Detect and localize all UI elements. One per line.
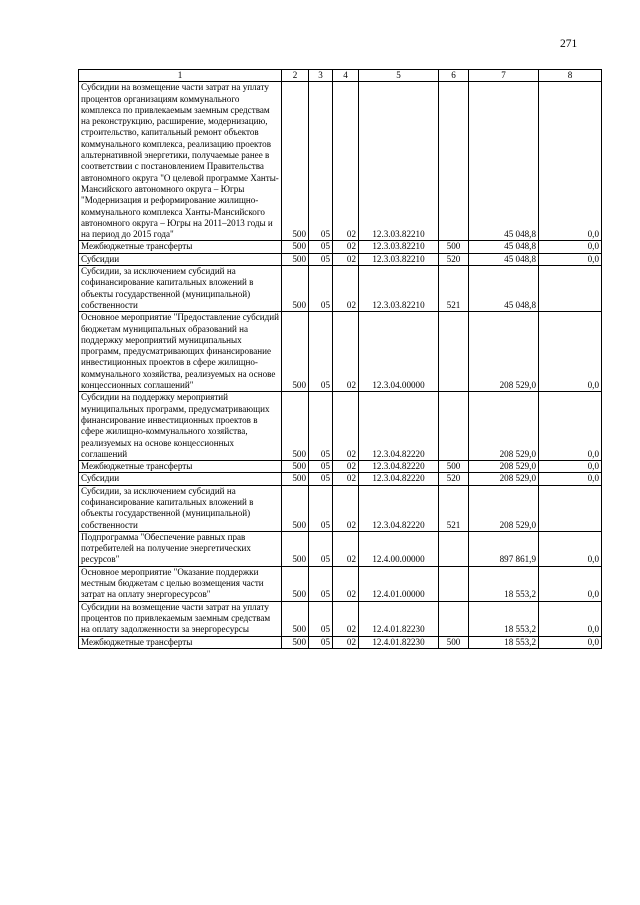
row-section-code: 05 <box>309 566 333 601</box>
row-amount-2: 0,0 <box>539 392 602 461</box>
row-name: Субсидии на возмещение части затрат на уплату процентов организациям коммунального комплекса по привлекаемым заемным средствам на реконструкцию, расширение, модернизацию, строительство, капитальный ремонт объектов коммунального комплекса, реализацию проектов альтернативной энергетики, получаемые ранее в соответствии с постановлением Правительства автономного округа "О целевой программе Ханты-Мансийского автономного округа – Югры "Модернизация и реформирование жилищно-коммунального комплекса Ханты-Мансийского автономного округа – Югры на 2011–2013 годы и на период до 2015 года" <box>79 82 282 241</box>
header-row <box>79 70 602 82</box>
row-target-code: 12.3.04.82220 <box>359 392 439 461</box>
row-amount-2 <box>539 266 602 312</box>
row-subsection-code: 02 <box>333 312 359 392</box>
header-cell-7: 7 <box>469 70 539 82</box>
row-section-code: 05 <box>309 473 333 485</box>
row-name: Субсидии, за исключением субсидий на софинансирование капитальных вложений в объекты государственной (муниципальной) собственности <box>79 266 282 312</box>
row-name: Межбюджетные трансферты <box>79 636 282 648</box>
row-expense-type: 521 <box>439 485 469 531</box>
row-target-code: 12.3.03.82210 <box>359 253 439 265</box>
row-target-code: 12.3.04.82220 <box>359 473 439 485</box>
row-ministry-code: 500 <box>282 392 309 461</box>
budget-table <box>78 69 602 649</box>
table-row <box>79 531 602 566</box>
row-amount: 18 553,2 <box>469 566 539 601</box>
row-expense-type <box>439 566 469 601</box>
row-subsection-code: 02 <box>333 266 359 312</box>
row-ministry-code: 500 <box>282 82 309 241</box>
row-expense-type: 500 <box>439 241 469 253</box>
row-subsection-code: 02 <box>333 461 359 473</box>
row-name: Подпрограмма "Обеспечение равных прав потребителей на получение энергетических ресурсов" <box>79 531 282 566</box>
row-expense-type <box>439 82 469 241</box>
row-section-code: 05 <box>309 241 333 253</box>
row-section-code: 05 <box>309 485 333 531</box>
row-subsection-code: 02 <box>333 253 359 265</box>
row-expense-type: 500 <box>439 461 469 473</box>
row-expense-type: 520 <box>439 473 469 485</box>
table-row <box>79 485 602 531</box>
row-name: Субсидии, за исключением субсидий на софинансирование капитальных вложений в объекты государственной (муниципальной) собственности <box>79 485 282 531</box>
row-name: Субсидии <box>79 253 282 265</box>
table-row <box>79 566 602 601</box>
row-amount: 897 861,9 <box>469 531 539 566</box>
row-ministry-code: 500 <box>282 566 309 601</box>
row-section-code: 05 <box>309 82 333 241</box>
row-ministry-code: 500 <box>282 253 309 265</box>
row-target-code: 12.3.04.00000 <box>359 312 439 392</box>
row-section-code: 05 <box>309 392 333 461</box>
row-amount-2: 0,0 <box>539 566 602 601</box>
row-target-code: 12.3.04.82220 <box>359 461 439 473</box>
row-section-code: 05 <box>309 601 333 636</box>
row-ministry-code: 500 <box>282 473 309 485</box>
row-target-code: 12.4.00.00000 <box>359 531 439 566</box>
row-amount-2 <box>539 485 602 531</box>
row-amount: 45 048,8 <box>469 241 539 253</box>
row-amount: 18 553,2 <box>469 601 539 636</box>
row-section-code: 05 <box>309 253 333 265</box>
table-row <box>79 473 602 485</box>
header-cell-3: 3 <box>309 70 333 82</box>
row-target-code: 12.3.03.82210 <box>359 241 439 253</box>
row-subsection-code: 02 <box>333 241 359 253</box>
row-subsection-code: 02 <box>333 601 359 636</box>
table-row <box>79 461 602 473</box>
row-subsection-code: 02 <box>333 566 359 601</box>
table-row <box>79 266 602 312</box>
row-target-code: 12.3.04.82220 <box>359 485 439 531</box>
row-section-code: 05 <box>309 461 333 473</box>
table-row <box>79 241 602 253</box>
row-amount: 18 553,2 <box>469 636 539 648</box>
row-name: Основное мероприятие "Оказание поддержки местным бюджетам с целью возмещения части затрат на оплату энергоресурсов" <box>79 566 282 601</box>
header-cell-5: 5 <box>359 70 439 82</box>
row-amount-2: 0,0 <box>539 82 602 241</box>
row-section-code: 05 <box>309 312 333 392</box>
row-ministry-code: 500 <box>282 636 309 648</box>
row-name: Межбюджетные трансферты <box>79 241 282 253</box>
row-amount-2: 0,0 <box>539 531 602 566</box>
table-row <box>79 82 602 241</box>
row-ministry-code: 500 <box>282 461 309 473</box>
row-section-code: 05 <box>309 531 333 566</box>
row-section-code: 05 <box>309 266 333 312</box>
row-section-code: 05 <box>309 636 333 648</box>
row-amount-2: 0,0 <box>539 253 602 265</box>
row-target-code: 12.3.03.82210 <box>359 266 439 312</box>
row-name: Субсидии <box>79 473 282 485</box>
row-amount: 208 529,0 <box>469 312 539 392</box>
row-target-code: 12.4.01.82230 <box>359 636 439 648</box>
table-row <box>79 253 602 265</box>
table-row <box>79 392 602 461</box>
row-ministry-code: 500 <box>282 531 309 566</box>
row-amount-2: 0,0 <box>539 312 602 392</box>
row-amount-2: 0,0 <box>539 636 602 648</box>
row-expense-type <box>439 312 469 392</box>
row-name: Субсидии на возмещение части затрат на уплату процентов по привлекаемым заемным средствам на оплату задолженности за энергоресурсы <box>79 601 282 636</box>
row-ministry-code: 500 <box>282 601 309 636</box>
row-ministry-code: 500 <box>282 241 309 253</box>
table-row <box>79 636 602 648</box>
header-cell-8: 8 <box>539 70 602 82</box>
page-number: 271 <box>560 38 578 50</box>
row-expense-type: 500 <box>439 636 469 648</box>
row-subsection-code: 02 <box>333 636 359 648</box>
header-cell-1: 1 <box>79 70 282 82</box>
header-cell-4: 4 <box>333 70 359 82</box>
row-amount: 45 048,8 <box>469 82 539 241</box>
table-row <box>79 312 602 392</box>
row-target-code: 12.4.01.82230 <box>359 601 439 636</box>
row-name: Субсидии на поддержку мероприятий муниципальных программ, предусматривающих финансирование инвестиционных проектов в сфере жилищно-коммунального хозяйства, реализуемых на основе концессионных соглашений <box>79 392 282 461</box>
row-subsection-code: 02 <box>333 485 359 531</box>
row-amount-2: 0,0 <box>539 601 602 636</box>
row-expense-type: 521 <box>439 266 469 312</box>
row-ministry-code: 500 <box>282 312 309 392</box>
row-subsection-code: 02 <box>333 531 359 566</box>
row-target-code: 12.3.03.82210 <box>359 82 439 241</box>
row-ministry-code: 500 <box>282 485 309 531</box>
row-ministry-code: 500 <box>282 266 309 312</box>
row-amount-2: 0,0 <box>539 461 602 473</box>
row-target-code: 12.4.01.00000 <box>359 566 439 601</box>
header-cell-2: 2 <box>282 70 309 82</box>
row-expense-type <box>439 601 469 636</box>
row-expense-type <box>439 531 469 566</box>
row-amount: 45 048,8 <box>469 266 539 312</box>
row-amount: 208 529,0 <box>469 392 539 461</box>
row-amount: 208 529,0 <box>469 473 539 485</box>
row-name: Межбюджетные трансферты <box>79 461 282 473</box>
row-subsection-code: 02 <box>333 473 359 485</box>
row-expense-type <box>439 392 469 461</box>
row-amount: 208 529,0 <box>469 461 539 473</box>
row-amount: 45 048,8 <box>469 253 539 265</box>
row-subsection-code: 02 <box>333 392 359 461</box>
row-name: Основное мероприятие "Предоставление субсидий бюджетам муниципальных образований на поддержку мероприятий муниципальных программ, предусматривающих финансирование инвестиционных проектов в сфере жилищно-коммунального хозяйства, реализуемых на основе концессионных соглашений" <box>79 312 282 392</box>
row-expense-type: 520 <box>439 253 469 265</box>
row-amount: 208 529,0 <box>469 485 539 531</box>
table-row <box>79 601 602 636</box>
row-amount-2: 0,0 <box>539 241 602 253</box>
row-subsection-code: 02 <box>333 82 359 241</box>
row-amount-2: 0,0 <box>539 473 602 485</box>
header-cell-6: 6 <box>439 70 469 82</box>
